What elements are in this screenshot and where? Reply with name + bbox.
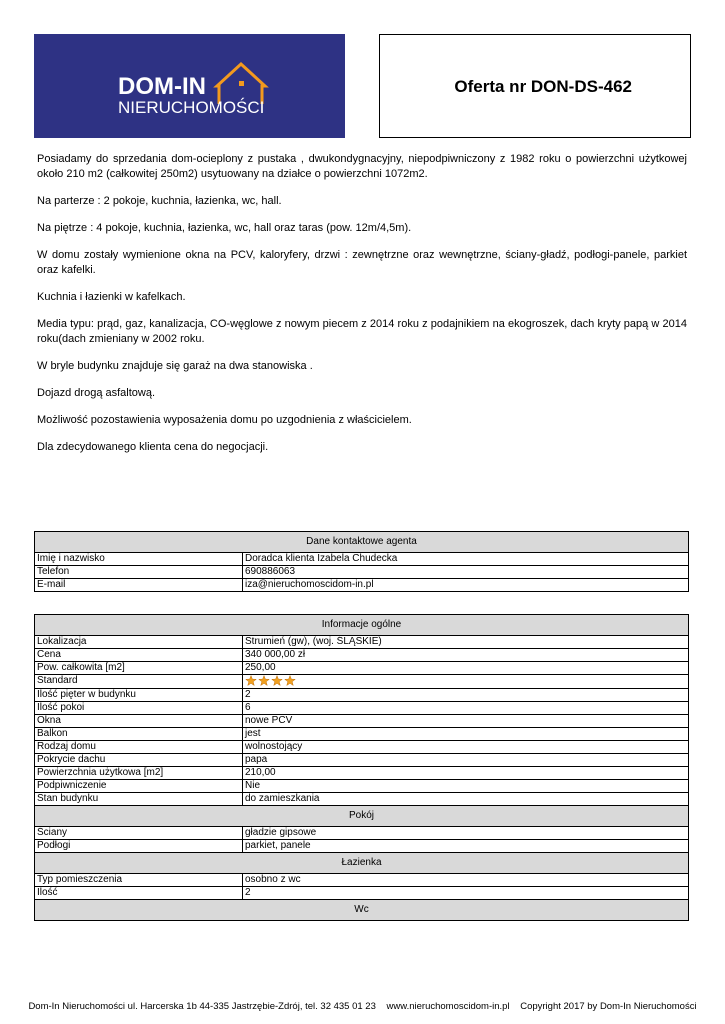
table-row <box>35 839 689 852</box>
table-row <box>35 826 689 839</box>
row-value: 6 <box>243 701 689 714</box>
logo-text-top: DOM-IN <box>118 73 206 100</box>
logo-text-bottom: NIERUCHOMOŚCI <box>118 98 265 117</box>
offer-title: Oferta nr DON-DS-462 <box>454 77 632 96</box>
footer-address: Dom-In Nieruchomości ul. Harcerska 1b 44-335 Jastrzębie-Zdrój, tel. 32 435 01 23 <box>28 1001 376 1012</box>
agent-email: iza@nieruchomoscidom-in.pl <box>243 579 689 592</box>
table-row <box>35 740 689 753</box>
row-value: osobno z wc <box>243 873 689 886</box>
star-icon <box>259 676 269 686</box>
star-rating-graphic <box>245 675 297 687</box>
description-paragraph: Posiadamy do sprzedania dom-ocieplony z pustaka , dwukondygnacyjny, niepodpiwniczony z 1982 roku o powierzchni użytkowej około 210 m2 (całkowitej 250m2) usytuowany na działce o powierzchni 1072m2. <box>37 153 687 180</box>
standard-rating <box>243 675 689 689</box>
row-value: 250,00 <box>243 662 689 675</box>
row-value: Nie <box>243 779 689 792</box>
row-value: papa <box>243 753 689 766</box>
row-label: Podłogi <box>35 839 243 852</box>
star-rating <box>245 675 297 687</box>
row-value: jest <box>243 727 689 740</box>
table-row <box>35 688 689 701</box>
table-row <box>35 553 689 566</box>
table-row <box>35 753 689 766</box>
star-icon <box>285 676 295 686</box>
footer-copyright: Copyright 2017 by Dom-In Nieruchomości <box>520 1001 697 1012</box>
row-label: Rodzaj domu <box>35 740 243 753</box>
table-row <box>35 579 689 592</box>
row-value: 2 <box>243 688 689 701</box>
row-value: 210,00 <box>243 766 689 779</box>
row-label: E-mail <box>35 579 243 592</box>
description-paragraph: Dojazd drogą asfaltową. <box>37 387 156 399</box>
table-row <box>35 714 689 727</box>
row-label: Typ pomieszczenia <box>35 873 243 886</box>
star-icon <box>246 676 256 686</box>
row-label: Standard <box>35 675 243 689</box>
window-icon <box>239 81 244 86</box>
row-label: Podpiwniczenie <box>35 779 243 792</box>
description-paragraph: Media typu: prąd, gaz, kanalizacja, CO-węglowe z nowym piecem z 2014 roku z podajnikiem na ekogroszek, dach kryty papą w 2014 roku(dach zmieniany w 2002 roku. <box>37 318 687 345</box>
wc-section-header: Wc <box>35 899 689 920</box>
row-label: Pow. całkowita [m2] <box>35 662 243 675</box>
description-paragraph: W bryle budynku znajduje się garaż na dwa stanowiska . <box>37 360 313 372</box>
logo-graphic <box>34 34 345 138</box>
row-label: Telefon <box>35 566 243 579</box>
room-section-header: Pokój <box>35 805 689 826</box>
row-value: 340 000,00 zł <box>243 649 689 662</box>
table-row <box>35 636 689 649</box>
bathroom-section-header: Łazienka <box>35 852 689 873</box>
row-label: Powierzchnia użytkowa [m2] <box>35 766 243 779</box>
table-row <box>35 727 689 740</box>
table-row <box>35 886 689 899</box>
row-value: 2 <box>243 886 689 899</box>
row-label: Pokrycie dachu <box>35 753 243 766</box>
row-label: Balkon <box>35 727 243 740</box>
row-value: Strumień (gw), (woj. ŚLĄSKIE) <box>243 636 689 649</box>
footer <box>0 1001 725 1012</box>
description-paragraph: W domu zostały wymienione okna na PCV, kaloryfery, drzwi : zewnętrzne oraz wewnętrzne, ściany-gładź, podłogi-panele, parkiet oraz kafelki. <box>37 249 687 276</box>
description-paragraph: Dla zdecydowanego klienta cena do negocjacji. <box>37 441 269 453</box>
table-row <box>35 566 689 579</box>
row-label: Ściany <box>35 826 243 839</box>
description-paragraph: Możliwość pozostawienia wyposażenia domu po uzgodnienia z właścicielem. <box>37 414 412 426</box>
row-label: Imię i nazwisko <box>35 553 243 566</box>
company-logo <box>34 34 345 138</box>
description-paragraph: Na parterze : 2 pokoje, kuchnia, łazienka, wc, hall. <box>37 195 282 207</box>
agent-table-header: Dane kontaktowe agenta <box>35 532 689 553</box>
star-icon <box>272 676 282 686</box>
row-label: Cena <box>35 649 243 662</box>
footer-website[interactable]: www.nieruchomoscidom-in.pl <box>386 1001 510 1012</box>
description-paragraph: Na piętrze : 4 pokoje, kuchnia, łazienka, wc, hall oraz taras (pow. 12m/4,5m). <box>37 222 412 234</box>
row-label: Ilość pięter w budynku <box>35 688 243 701</box>
row-label: Okna <box>35 714 243 727</box>
row-label: Ilość pokoi <box>35 701 243 714</box>
description-paragraph: Kuchnia i łazienki w kafelkach. <box>37 291 186 303</box>
table-row <box>35 779 689 792</box>
general-info-table <box>34 614 689 921</box>
agent-name: Doradca klienta Izabela Chudecka <box>243 553 689 566</box>
table-row <box>35 701 689 714</box>
row-value: nowe PCV <box>243 714 689 727</box>
row-label: Lokalizacja <box>35 636 243 649</box>
agent-phone: 690886063 <box>243 566 689 579</box>
table-row <box>35 675 689 689</box>
general-table-header: Informacje ogólne <box>35 615 689 636</box>
offer-box <box>379 34 691 138</box>
row-value: gładzie gipsowe <box>243 826 689 839</box>
description <box>37 152 687 467</box>
row-value: parkiet, panele <box>243 839 689 852</box>
table-row <box>35 792 689 805</box>
agent-contact-table <box>34 531 689 592</box>
table-row <box>35 662 689 675</box>
table-row <box>35 649 689 662</box>
row-value: do zamieszkania <box>243 792 689 805</box>
row-label: Stan budynku <box>35 792 243 805</box>
row-value: wolnostojący <box>243 740 689 753</box>
row-label: Ilość <box>35 886 243 899</box>
table-row <box>35 873 689 886</box>
table-row <box>35 766 689 779</box>
